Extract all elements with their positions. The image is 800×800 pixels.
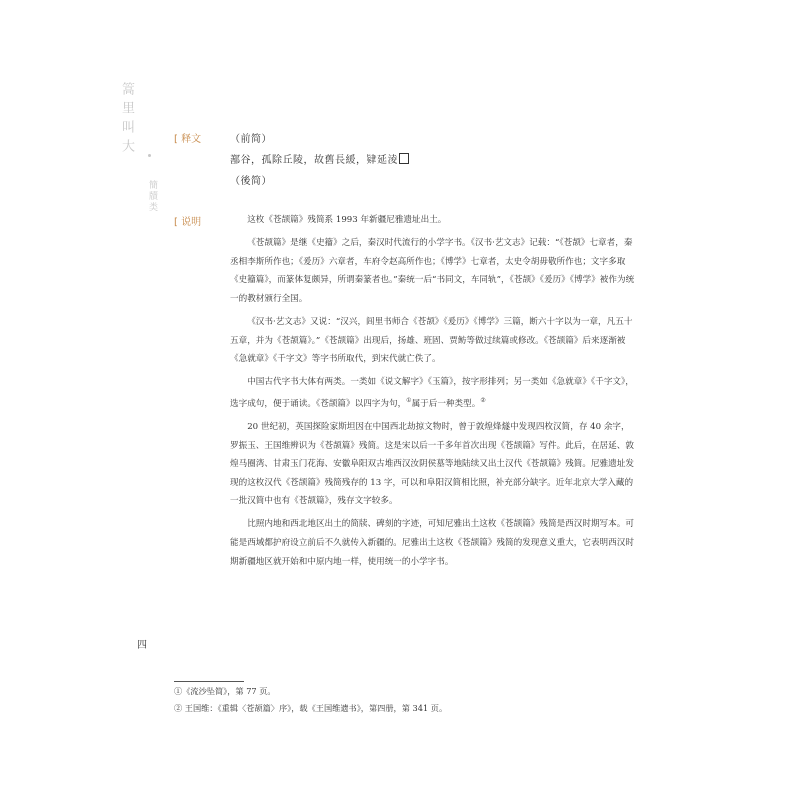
section-label-transcription: [ 释文: [174, 134, 202, 145]
side-series-title: 篙里叫大: [119, 82, 134, 158]
paragraph-4-tail: 属于后一种类型。: [411, 398, 481, 409]
missing-char-box: [399, 153, 409, 164]
label-transcription-text: 释文: [181, 134, 202, 145]
section-label-explanation: [ 说明: [174, 217, 202, 228]
side-category: 簡牘类: [147, 180, 157, 213]
explanation-body: [230, 211, 635, 576]
footnote-2: ② 王国维：《重辑〈苍颉篇〉序》，载《王国维遗书》，第四册，第 341 页。: [174, 703, 448, 713]
paragraph-5: 20 世纪初，英国探险家斯坦因在中国西北劫掠文物时，曾于敦煌烽燧中发现四枚汉简，存 40 余字，罗振玉、王国维辨识为《苍颉篇》残简。这是宋以后一千多年首次出现《苍颉篇》写件。此后，在居延、敦煌马圈湾、甘肃玉门花海、安徽阜阳双古堆西汉汝阴侯墓等地陆续又出土汉代《苍颉篇》残简。尼雅遗址发现的这枚汉代《苍颉篇》残简残存的 13 字，可以和阜阳汉简相比照，补充部分缺字。近年北京大学入藏的一批汉简中也有《苍颉篇》，残存文字较多。: [230, 421, 634, 507]
footnote-mark-2[interactable]: ②: [480, 396, 486, 404]
footnote-1: ①《流沙坠简》，第 77 页。: [174, 686, 276, 696]
label-explanation-text: 说明: [181, 217, 202, 228]
transcription-line-text: [230, 151, 409, 166]
transcription-text: 鄯谷，孤除丘陵，故舊長緩，肄延淩: [230, 155, 398, 166]
paragraph-4-text: 中国古代字书大体有两类。一类如《说文解字》《玉篇》，按字形排列；另一类如《急就章》《千字文》，选字成句，便于诵读。《苍颉篇》以四字为句，: [230, 377, 634, 409]
paragraph-3: 《汉书·艺文志》又说：“汉兴，闾里书师合《苍颉》《爰历》《博学》三篇，断六十字以为一章，凡五十五章，并为《苍颉篇》。”《苍颉篇》出现后，扬雄、班固、贾鲂等做过续篇或修改。《苍颉篇》后来逐渐被《急就章》《千字文》等字书所取代，到宋代就亡佚了。: [230, 316, 633, 365]
footnote-mark-1[interactable]: ①: [406, 396, 412, 404]
transcription-line-back: （後简）: [230, 176, 272, 187]
footnote-divider: [174, 681, 244, 682]
page-number: 四: [137, 640, 147, 651]
side-dot-separator: [148, 154, 151, 157]
paragraph-6: 比照内地和西北地区出土的简牍、碑刻的字迹，可知尼雅出土这枚《苍颉篇》残简是西汉时期写本。可能是西域都护府设立前后不久就传入新疆的。尼雅出土这枚《苍颉篇》残简的发现意义重大，它表明西汉时期新疆地区就开始和中原内地一样，使用统一的小学字书。: [230, 519, 634, 567]
paragraph-1: 这枚《苍颉篇》残简系 1993 年新疆尼雅遗址出土。: [247, 215, 447, 225]
transcription-line-front: （前简）: [230, 134, 272, 145]
paragraph-2: 《苍颉篇》是继《史籀》之后，秦汉时代流行的小学字书。《汉书·艺文志》记载：“《苍颉》七章者，秦丞相李斯所作也；《爰历》六章者，车府令赵高所作也；《博学》七章者，太史令胡毋敬所作也；文字多取《史籀篇》，而篆体复颇异，所谓秦篆者也。”秦统一后“书同文，车同轨”，《苍颉》《爰历》《博学》被作为统一的教材颁行全国。: [230, 238, 635, 304]
paragraph-4: [230, 373, 635, 413]
